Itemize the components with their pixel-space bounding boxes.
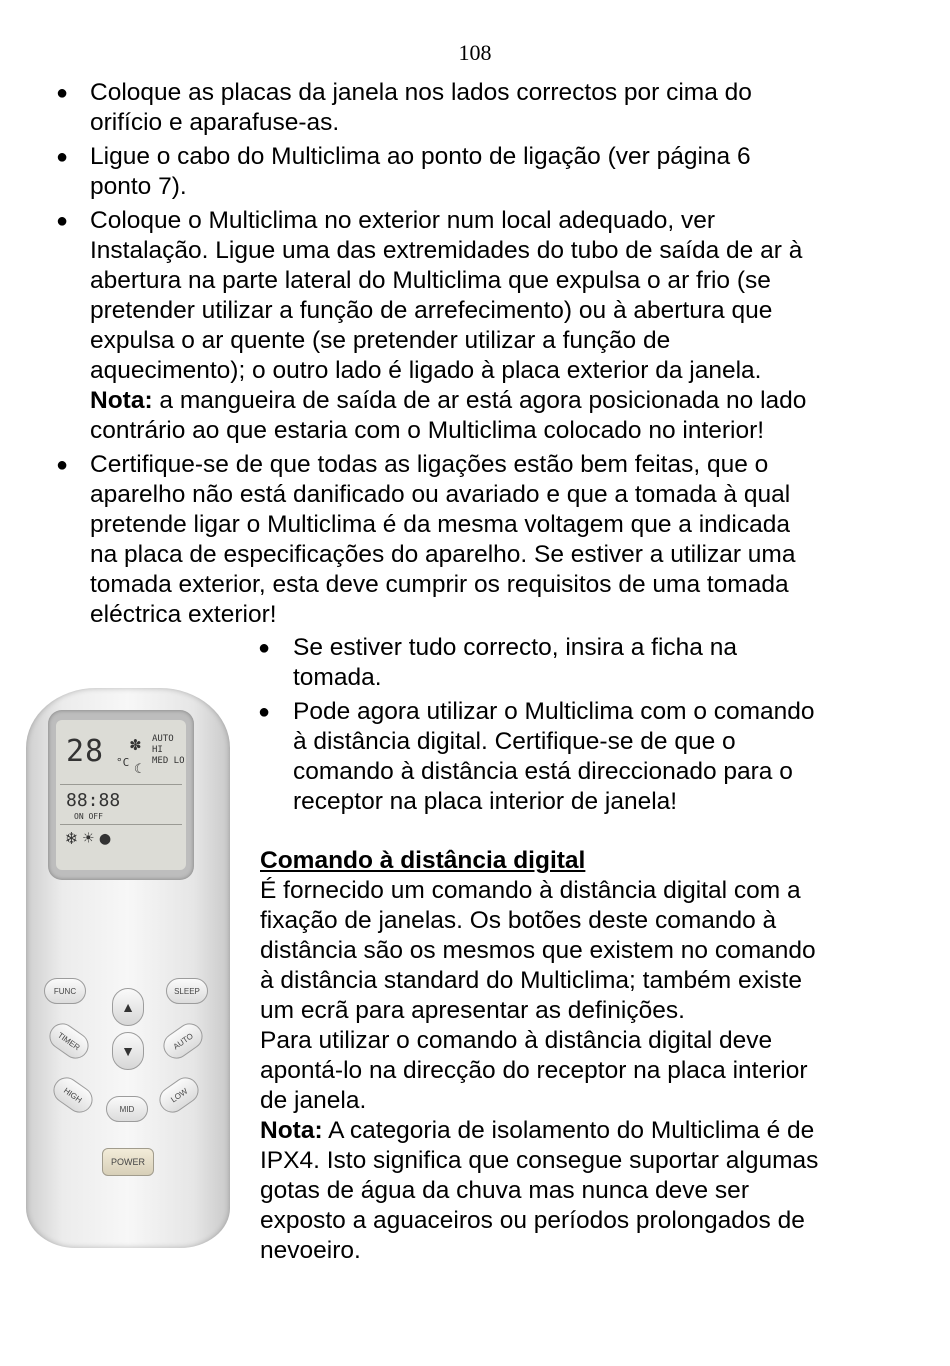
lcd-time: 88:88 [66, 790, 121, 811]
section-body: Comando à distância digital É fornecido um comando à distância digital com a fixação de janelas. Os botões deste comando à distância são os mesmos que existem no comando à distância standard do Multiclima; também existe um ecrã para apresentar as definições. Para utilizar o comando à distância digital deve apontá-lo na direcção do receptor na placa interior de janela. Nota: A categoria de isolamento do Multiclima é de IPX4. Isto significa que consegue suportar algumas gotas de água da chuva mas nunca deve ser exposto a aguaceiros ou períodos prolongados de nevoeiro. [260, 847, 819, 1264]
bullet-text-3: Coloque o Multiclima no exterior num local adequado, ver Instalação. Ligue uma das extremidades do tubo de saída de ar à abertura na parte lateral do Multiclima que expulsa o ar frio (se pretender utilizar a função de arrefecimento) ou à abertura que expulsa o ar quente (se pretender utilizar a função de aquecimento); o outro lado é ligado à placa exterior da janela. Nota: a mangueira de saída de ar está agora posicionada no lado contrário ao que estaria com o Multiclima colocado no interior! [90, 207, 807, 444]
low-button: LOW [154, 1072, 203, 1117]
note-label: Nota: [90, 387, 153, 414]
bullet-text-2: Ligue o cabo do Multiclima ao ponto de ligação (ver página 6 ponto 7). [90, 143, 751, 200]
up-arrow-icon: ▲ [112, 988, 144, 1026]
lcd-temperature: 28 [66, 734, 105, 769]
lcd-frame [48, 710, 194, 880]
bullet-icon: ● [56, 82, 69, 104]
sleep-button: SLEEP [166, 978, 208, 1004]
lcd-mode-icons: ❄☀● [66, 828, 117, 849]
func-button: FUNC [44, 978, 86, 1004]
remote-body [26, 688, 230, 1248]
fan-icon: ✽ [130, 734, 141, 755]
bullet-text-1: Coloque as placas da janela nos lados correctos por cima do orifício e aparafuse-as. [90, 79, 752, 136]
timer-button: TIMER [44, 1018, 93, 1063]
section-heading: Comando à distância digital [260, 847, 586, 874]
note-label: Nota: [260, 1117, 323, 1144]
lcd-on-off: ON OFF [74, 812, 103, 821]
bullet-icon: ● [258, 701, 271, 723]
mid-button: MID [106, 1096, 148, 1122]
bullet-icon: ● [258, 637, 271, 659]
lcd-divider [60, 784, 182, 785]
lcd-fan-modes: AUTO HI MED LO [152, 734, 185, 766]
bullet-icon: ● [56, 146, 69, 168]
bullet-text-5: Se estiver tudo correcto, insira a ficha na tomada. [293, 634, 737, 691]
high-button: HIGH [48, 1072, 97, 1117]
lcd-divider [60, 824, 182, 825]
lcd-screen [56, 720, 186, 870]
page-number: 108 [458, 40, 492, 65]
moon-icon: ☾ [134, 762, 142, 777]
bullet-icon: ● [56, 454, 69, 476]
down-arrow-icon: ▼ [112, 1032, 144, 1070]
lcd-degree: °C [116, 756, 130, 769]
bullet-icon: ● [56, 210, 69, 232]
remote-control-image [18, 688, 240, 1258]
auto-button: AUTO [158, 1018, 207, 1063]
power-button: POWER [102, 1148, 154, 1176]
bullet-text-6: Pode agora utilizar o Multiclima com o comando à distância digital. Certifique-se de que o comando à distância está direccionado para o receptor na placa interior de janela! [293, 698, 815, 815]
bullet-text-4: Certifique-se de que todas as ligações estão bem feitas, que o aparelho não está danificado ou avariado e que a tomada à qual pretende ligar o Multiclima é da mesma voltagem que a indicada na placa de especificações do aparelho. Se estiver a utilizar uma tomada exterior, esta deve cumprir os requisitos de uma tomada eléctrica exterior! [90, 451, 796, 628]
